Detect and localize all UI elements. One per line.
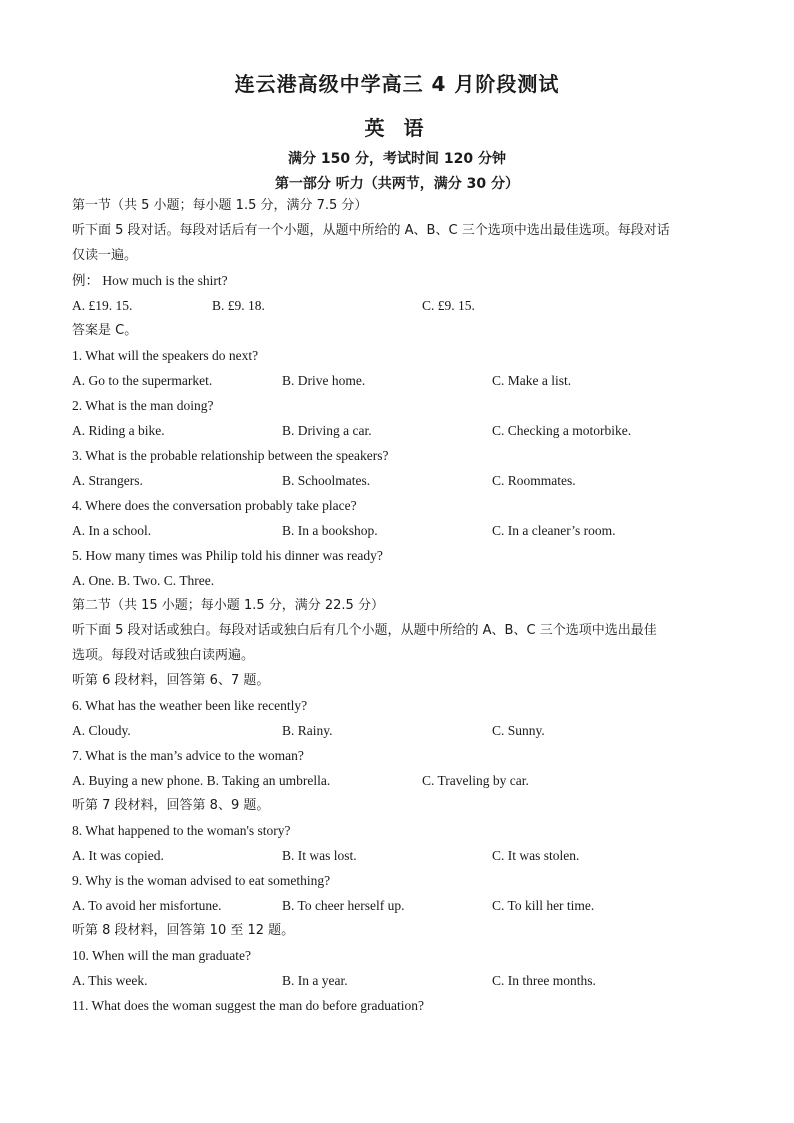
material-8-heading: 听第 8 段材料，回答第 10 至 12 题。 [72, 923, 295, 938]
example-option-a: A. £19. 15. [72, 298, 133, 313]
q6-option-a: A. Cloudy. [72, 723, 131, 738]
question-7-options [72, 773, 722, 789]
q7-option-c: C. Traveling by car. [422, 773, 529, 788]
q3-option-a: A. Strangers. [72, 473, 143, 488]
question-10: 10. When will the man graduate? [72, 948, 251, 963]
question-5: 5. How many times was Philip told his dinner was ready? [72, 548, 383, 563]
question-3: 3. What is the probable relationship between the speakers? [72, 448, 389, 463]
section2-heading: 第二节（共 15 小题；每小题 1.5 分，满分 22.5 分） [72, 598, 384, 613]
example-option-b: B. £9. 18. [212, 298, 265, 313]
q4-option-c: C. In a cleaner’s room. [492, 523, 616, 538]
example-prompt: 例： How much is the shirt? [72, 273, 228, 288]
q1-option-a: A. Go to the supermarket. [72, 373, 213, 388]
example-option-c: C. £9. 15. [422, 298, 475, 313]
question-2: 2. What is the man doing? [72, 398, 214, 413]
question-9-options [72, 898, 722, 914]
section1-instructions-2: 仅读一遍。 [72, 248, 138, 263]
exam-title: 连云港高级中学高三 4 月阶段测试 [234, 72, 560, 96]
question-11: 11. What does the woman suggest the man do before graduation? [72, 998, 425, 1013]
question-1-options [72, 373, 722, 389]
part-title: 第一部分 听力（共两节，满分 30 分） [274, 176, 520, 192]
q7-option-ab: A. Buying a new phone. B. Taking an umbrella. [72, 773, 331, 788]
section1-heading: 第一节（共 5 小题；每小题 1.5 分，满分 7.5 分） [72, 198, 368, 213]
q3-option-c: C. Roommates. [492, 473, 576, 488]
q10-option-c: C. In three months. [492, 973, 596, 988]
q10-option-a: A. This week. [72, 973, 148, 988]
example-options [72, 298, 722, 314]
question-8: 8. What happened to the woman's story? [72, 823, 291, 838]
q6-option-b: B. Rainy. [282, 723, 333, 738]
exam-subject: 英 语 [364, 116, 430, 140]
q1-option-c: C. Make a list. [492, 373, 572, 388]
section2-instructions-1: 听下面 5 段对话或独白。每段对话或独白后有几个小题，从题中所给的 A、B、C 三个选项中选出最佳 [72, 623, 657, 638]
section2-instructions-2: 选项。每段对话或独白读两遍。 [72, 648, 255, 663]
question-8-options [72, 848, 722, 864]
material-6-heading: 听第 6 段材料，回答第 6、7 题。 [72, 673, 270, 688]
question-5-options: A. One. B. Two. C. Three. [72, 573, 215, 588]
q8-option-a: A. It was copied. [72, 848, 164, 863]
material-7-heading: 听第 7 段材料，回答第 8、9 题。 [72, 798, 270, 813]
q8-option-c: C. It was stolen. [492, 848, 580, 863]
q9-option-a: A. To avoid her misfortune. [72, 898, 222, 913]
question-10-options [72, 973, 722, 989]
q9-option-c: C. To kill her time. [492, 898, 595, 913]
q8-option-b: B. It was lost. [282, 848, 357, 863]
q2-option-c: C. Checking a motorbike. [492, 423, 632, 438]
q10-option-b: B. In a year. [282, 973, 348, 988]
q9-option-b: B. To cheer herself up. [282, 898, 405, 913]
section1-instructions-1: 听下面 5 段对话。每段对话后有一个小题，从题中所给的 A、B、C 三个选项中选出最佳选项。每段对话 [72, 223, 670, 238]
question-2-options [72, 423, 722, 439]
question-4: 4. Where does the conversation probably take place? [72, 498, 357, 513]
question-9: 9. Why is the woman advised to eat something? [72, 873, 331, 888]
q4-option-a: A. In a school. [72, 523, 152, 538]
q6-option-c: C. Sunny. [492, 723, 545, 738]
question-4-options [72, 523, 722, 539]
score-info: 满分 150 分，考试时间 120 分钟 [288, 151, 506, 167]
q1-option-b: B. Drive home. [282, 373, 366, 388]
q2-option-a: A. Riding a bike. [72, 423, 165, 438]
q4-option-b: B. In a bookshop. [282, 523, 378, 538]
q3-option-b: B. Schoolmates. [282, 473, 371, 488]
example-answer: 答案是 C。 [72, 323, 138, 338]
q2-option-b: B. Driving a car. [282, 423, 372, 438]
question-6-options [72, 723, 722, 739]
question-3-options [72, 473, 722, 489]
question-7: 7. What is the man’s advice to the woman? [72, 748, 304, 763]
question-1: 1. What will the speakers do next? [72, 348, 259, 363]
question-6: 6. What has the weather been like recently? [72, 698, 308, 713]
